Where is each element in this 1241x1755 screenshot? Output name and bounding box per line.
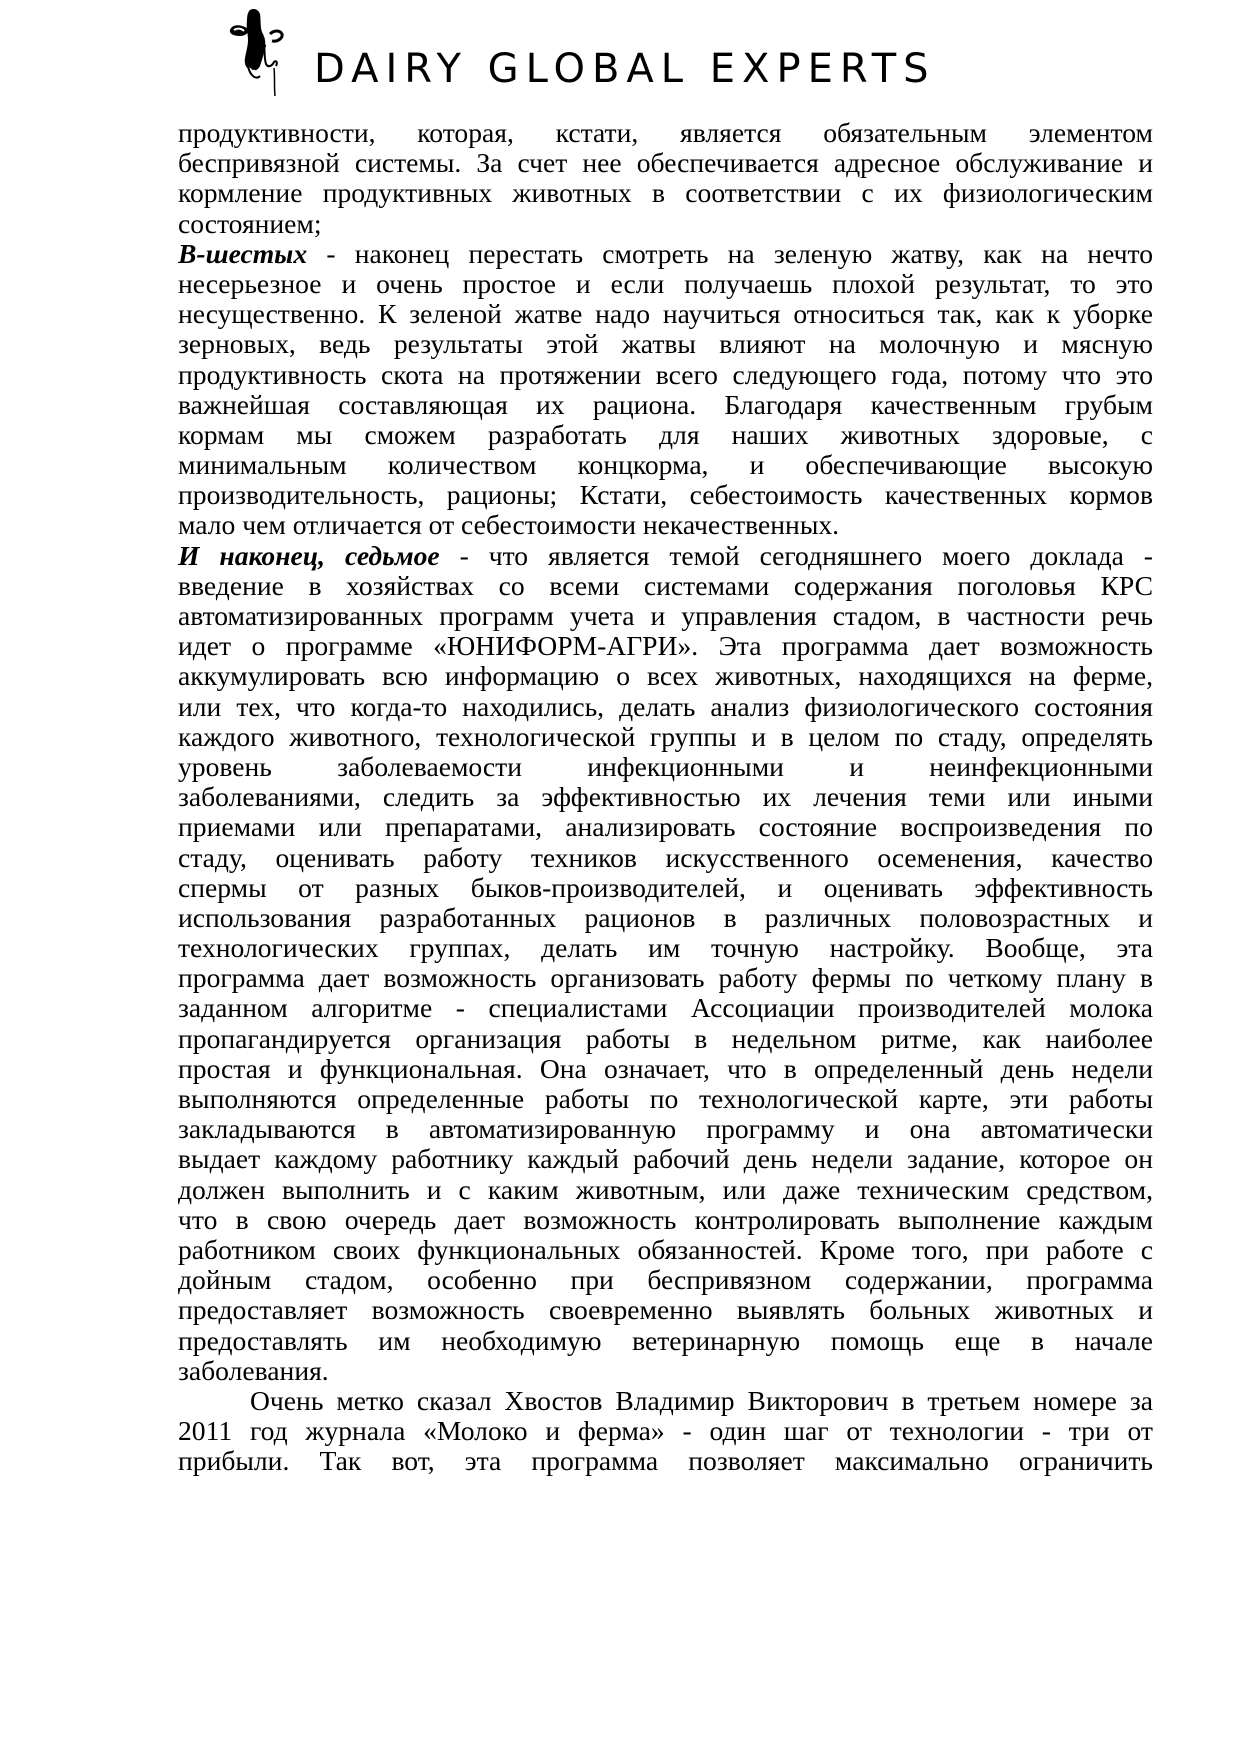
text-line: автоматизированных программ учета и управления стадом, в частности речь: [178, 601, 1153, 631]
text-line: предоставлять им необходимую ветеринарную помощь еще в начале: [178, 1325, 1153, 1356]
text-line: технологических группах, делать им точную настройку. Вообще, эта: [178, 933, 1153, 964]
paragraph-3: [178, 541, 1153, 1386]
text-line: работником своих функциональных обязанностей. Кроме того, при работе с: [178, 1234, 1153, 1265]
item-lead: И наконец, седьмое: [178, 540, 440, 571]
text-line: выполняются определенные работы по технологической карте, эти работы: [178, 1084, 1153, 1114]
text-line: заболевания.: [178, 1355, 329, 1386]
text-line: кормам мы сможем разработать для наших животных здоровые, с: [178, 419, 1153, 450]
text-line: продуктивность скота на протяжении всего следующего года, потому что это: [178, 359, 1153, 390]
text-line: Очень метко сказал Хвостов Владимир Викторович в третьем номере за: [250, 1385, 1153, 1416]
text-line: спермы от разных быков-производителей, и оценивать эффективность: [178, 872, 1153, 903]
text-line: простая и функциональная. Она означает, что в определенный день недели: [178, 1053, 1153, 1084]
text-segment: - что является темой сегодняшнего моего доклада -: [439, 540, 1153, 571]
text-line: [178, 541, 1153, 571]
text-line: заданном алгоритме - специалистами Ассоциации производителей молока: [178, 993, 1153, 1024]
text-line: продуктивности, которая, кстати, является обязательным элементом: [178, 118, 1153, 148]
text-line: приемами или препаратами, анализировать состояние воспроизведения по: [178, 812, 1153, 843]
text-line: введение в хозяйствах со всеми системами содержания поголовья КРС: [178, 570, 1153, 601]
text-line: выдает каждому работнику каждый рабочий день недели задание, которое он: [178, 1144, 1153, 1175]
text-line: важнейшая составляющая их рациона. Благодаря качественным грубым: [178, 389, 1153, 420]
text-line: пропагандируется организация работы в недельном ритме, как наиболее: [178, 1023, 1153, 1054]
text-line: несерьезное и очень простое и если получаешь плохой результат, то это: [178, 268, 1153, 299]
text-line: кормление продуктивных животных в соответствии с их физиологическим: [178, 178, 1153, 209]
text-line: каждого животного, технологической группы и в целом по стаду, определять: [178, 721, 1153, 752]
text-line: 2011 год журнала «Молоко и ферма» - один шаг от технологии - три от: [178, 1416, 1153, 1447]
page-header: [228, 6, 1028, 98]
text-line: мало чем отличается от себестоимости некачественных.: [178, 510, 840, 541]
text-line: должен выполнить и с каким животным, или даже техническим средством,: [178, 1174, 1153, 1205]
text-line: программа дает возможность организовать работу фермы по четкому плану в: [178, 963, 1153, 994]
text-line: минимальным количеством концкорма, и обеспечивающие высокую: [178, 450, 1153, 481]
text-line: использования разработанных рационов в различных половозрастных и: [178, 902, 1153, 933]
text-line: прибыли. Так вот, эта программа позволяет максимально ограничить: [178, 1446, 1153, 1477]
paragraph-1: [178, 118, 1153, 239]
text-segment: - наконец перестать смотреть на зеленую жатву, как на нечто: [307, 238, 1153, 269]
text-line: аккумулировать всю информацию о всех животных, находящихся на ферме,: [178, 661, 1153, 692]
text-line: производительность, рационы; Кстати, себестоимость качественных кормов: [178, 480, 1153, 511]
text-line: или тех, что когда-то находились, делать анализ физиологического состояния: [178, 691, 1153, 722]
brand-name: DAIRY GLOBAL EXPERTS: [314, 46, 936, 92]
text-line: заболеваниями, следить за эффективностью их лечения теми или иными: [178, 782, 1153, 813]
text-line: уровень заболеваемости инфекционными и неинфекционными: [178, 751, 1153, 782]
text-line: зерновых, ведь результаты этой жатвы влияют на молочную и мясную: [178, 329, 1153, 360]
text-line: предоставляет возможность своевременно выявлять больных животных и: [178, 1295, 1153, 1326]
text-line: стаду, оценивать работу техников искусственного осеменения, качество: [178, 842, 1153, 873]
text-line: беспривязной системы. За счет нее обеспечивается адресное обслуживание и: [178, 148, 1153, 179]
paragraph-2: [178, 239, 1153, 541]
document-body: [178, 118, 1153, 1476]
cow-head-icon: [228, 6, 288, 98]
paragraph-4: [178, 1386, 1153, 1477]
text-line: несущественно. К зеленой жатве надо научиться относиться так, как к уборке: [178, 299, 1153, 330]
text-line: состоянием;: [178, 208, 322, 239]
item-lead: В-шестых: [178, 238, 308, 269]
text-line: что в свою очередь дает возможность контролировать выполнение каждым: [178, 1204, 1153, 1235]
text-line: закладываются в автоматизированную программу и она автоматически: [178, 1114, 1153, 1145]
text-line: идет о программе «ЮНИФОРМ-АГРИ». Эта программа дает возможность: [178, 631, 1153, 662]
text-line: [178, 239, 1153, 269]
text-line: дойным стадом, особенно при беспривязном содержании, программа: [178, 1265, 1153, 1296]
